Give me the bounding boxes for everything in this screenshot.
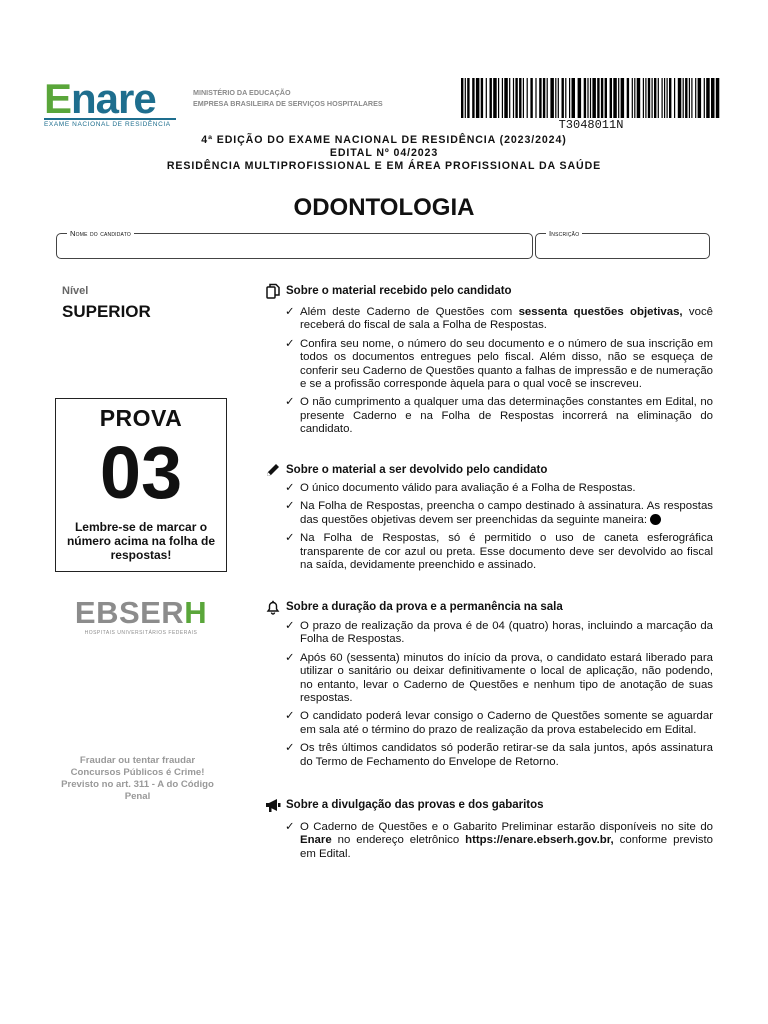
item-text: O candidato poderá levar consigo o Caderno de Questões somente se aguardar em sala até o término do prazo de realização da prova estabelecido em Edital. bbox=[300, 710, 713, 736]
ministry-line-2: EMPRESA BRASILEIRA DE SERVIÇOS HOSPITALARES bbox=[193, 98, 383, 108]
website-url: https://enare.ebserh.gov.br, bbox=[465, 834, 614, 847]
list-item bbox=[285, 620, 713, 647]
item-text: O não cumprimento a qualquer uma das determinações constantes em Edital, no presente Caderno e na Folha de Respostas incorrerá na eliminação do candidato. bbox=[300, 396, 713, 436]
item-text: você receberá do fiscal de sala a Folha de Respostas. bbox=[300, 306, 713, 332]
item-text: O prazo de realização da prova é de 04 (quatro) horas, incluindo a marcação da Folha de Respostas. bbox=[300, 620, 713, 646]
checkmark-icon: ✓ bbox=[285, 821, 295, 833]
prova-box bbox=[55, 398, 227, 572]
list-item bbox=[285, 532, 713, 572]
section-heading-material-received bbox=[265, 283, 512, 299]
title-line-1: 4ª EDIÇÃO DO EXAME NACIONAL DE RESIDÊNCIA (2023/2024) bbox=[201, 134, 567, 146]
barcode-image bbox=[461, 78, 721, 118]
list-item bbox=[285, 500, 713, 527]
ebserh-letter-h: H bbox=[184, 595, 208, 630]
logo-letter-e: E bbox=[44, 75, 72, 122]
item-text: O Caderno de Questões e o Gabarito Preliminar estarão disponíveis no site do bbox=[300, 821, 713, 833]
checkmark-icon: ✓ bbox=[285, 532, 295, 545]
title-line-2: EDITAL Nº 04/2023 bbox=[329, 147, 439, 159]
checkmark-icon: ✓ bbox=[285, 306, 295, 318]
checkmark-icon: ✓ bbox=[285, 710, 295, 723]
ebserh-logo bbox=[66, 595, 216, 636]
megaphone-icon bbox=[265, 797, 281, 813]
pencil-icon bbox=[265, 462, 281, 478]
copy-icon bbox=[265, 283, 281, 299]
checkmark-icon: ✓ bbox=[285, 337, 295, 350]
item-text: Na Folha de Respostas, só é permitido o uso de caneta esferográfica transparente de cor azul ou preta. Esse documento deve ser devolvido ao fiscal na saída, devidamente preenchido e assinado. bbox=[300, 532, 713, 572]
exam-title: ODONTOLOGIA bbox=[293, 194, 475, 221]
fraud-warning: Fraudar ou tentar fraudar Concursos Públicos é Crime! Previsto no art. 311 - A do Código Penal bbox=[61, 755, 214, 802]
logo-subtitle: EXAME NACIONAL DE RESIDÊNCIA bbox=[44, 118, 176, 128]
section-title: Sobre o material recebido pelo candidato bbox=[286, 285, 512, 297]
inscricao-label: Inscrição bbox=[546, 229, 582, 238]
ministry-text bbox=[193, 88, 383, 109]
ebserh-wordmark bbox=[66, 595, 216, 630]
item-text: conforme previsto em Edital. bbox=[300, 834, 714, 860]
item-bold-text: sessenta questões objetivas, bbox=[518, 306, 683, 318]
section-heading-material-returned bbox=[265, 462, 547, 478]
list-material-received bbox=[285, 306, 713, 442]
list-item bbox=[285, 710, 713, 737]
section-heading-disclosure bbox=[265, 797, 544, 813]
enare-logo bbox=[44, 75, 176, 128]
section-title: Sobre a duração da prova e a permanência na sala bbox=[286, 601, 563, 613]
list-disclosure bbox=[285, 821, 713, 866]
item-text: Além deste Caderno de Questões com bbox=[300, 306, 519, 318]
item-text: O único documento válido para avaliação é a Folha de Respostas. bbox=[300, 482, 636, 494]
list-duration bbox=[285, 620, 713, 774]
checkmark-icon: ✓ bbox=[285, 482, 295, 494]
prova-label: PROVA bbox=[99, 405, 183, 431]
list-item bbox=[285, 482, 713, 495]
candidate-name-field[interactable] bbox=[56, 229, 533, 259]
logo-letters-rest: nare bbox=[71, 75, 156, 122]
nivel-label: Nível bbox=[62, 285, 89, 297]
checkmark-icon: ✓ bbox=[285, 396, 295, 409]
filled-circle-icon bbox=[650, 514, 661, 525]
item-text: Confira seu nome, o número do seu documento e o número de sua inscrição em todos os documentos entregues pelo fiscal. Além disso, não se esqueça de conferir seu Caderno de Questões quanto a falhas de impressão e de numeração e se a profissão corresponde àquela para o qual você se inscreveu. bbox=[300, 337, 713, 391]
section-title: Sobre o material a ser devolvido pelo candidato bbox=[286, 464, 548, 476]
checkmark-icon: ✓ bbox=[285, 651, 295, 664]
checkmark-icon: ✓ bbox=[285, 500, 295, 513]
candidate-name-label: Nome do candidato bbox=[67, 229, 134, 238]
logo-wordmark bbox=[44, 75, 176, 122]
item-text: Após 60 (sessenta) minutos do início da prova, o candidato estará liberado para utilizar o sanitário ou deixar definitivamente o local de aplicação, não podendo, no entanto, levar o Caderno de Questões e nenhum tipo de anotação de suas respostas. bbox=[300, 651, 713, 705]
checkmark-icon: ✓ bbox=[285, 742, 295, 755]
list-item bbox=[285, 396, 713, 436]
list-item bbox=[285, 306, 713, 333]
ministry-line-1: MINISTÉRIO DA EDUCAÇÃO bbox=[193, 88, 291, 97]
title-line-3: RESIDÊNCIA MULTIPROFISSIONAL E EM ÁREA PROFISSIONAL DA SAÚDE bbox=[166, 160, 602, 172]
exam-edition-titles bbox=[60, 134, 708, 173]
prova-number: 03 bbox=[99, 431, 183, 514]
list-item bbox=[285, 742, 713, 769]
ebserh-letters: EBSER bbox=[74, 595, 185, 630]
bell-icon bbox=[265, 599, 281, 615]
item-text: Na Folha de Respostas, preencha o campo destinado à assinatura. As respostas das questões objetivas devem ser preenchidas da seguinte maneira: bbox=[300, 500, 713, 526]
nivel-value: SUPERIOR bbox=[62, 302, 151, 321]
section-title: Sobre a divulgação das provas e dos gabaritos bbox=[286, 799, 544, 811]
list-material-returned bbox=[285, 482, 713, 577]
prova-reminder: Lembre-se de marcar o número acima na folha de respostas! bbox=[66, 520, 216, 562]
item-text: no endereço eletrônico bbox=[331, 834, 466, 847]
list-item bbox=[285, 338, 713, 392]
barcode-number: T3048011N bbox=[558, 118, 624, 132]
item-bold-text: Enare bbox=[300, 834, 332, 847]
list-item bbox=[285, 821, 713, 861]
section-heading-duration bbox=[265, 599, 563, 615]
list-item bbox=[285, 652, 713, 706]
checkmark-icon: ✓ bbox=[285, 620, 295, 632]
item-text: Os três últimos candidatos só poderão retirar-se da sala juntos, após assinatura do Termo de Fechamento do Envelope de Retorno. bbox=[300, 742, 713, 768]
ebserh-subtitle: HOSPITAIS UNIVERSITÁRIOS FEDERAIS bbox=[84, 630, 198, 636]
inscricao-field[interactable] bbox=[535, 229, 710, 259]
